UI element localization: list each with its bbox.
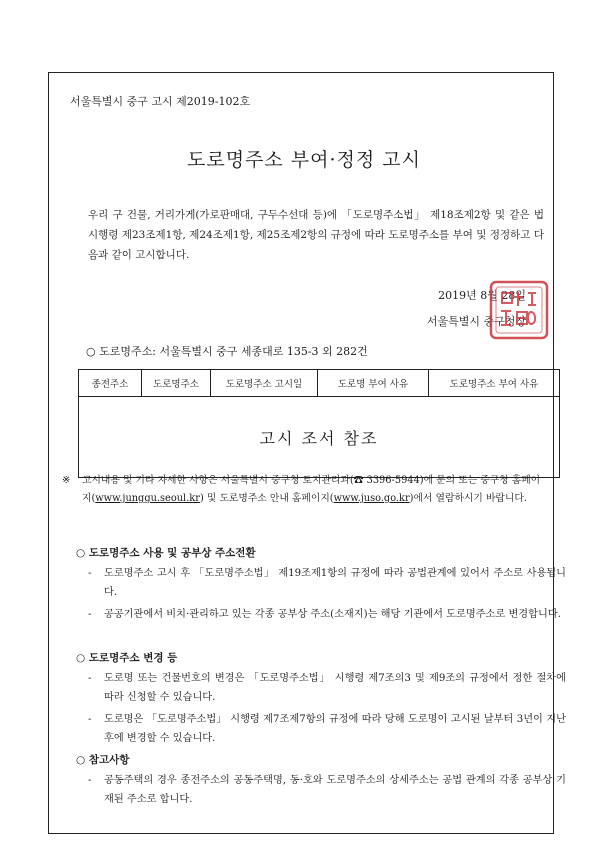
- section-bullet: ○: [76, 547, 86, 559]
- section-bullet: ○: [76, 754, 86, 766]
- list-item: [76, 564, 566, 602]
- list-item-text: 공동주택의 경우 종전주소의 공동주택명, 동·호와 도로명주소의 상세주소는 공법 관계의 각종 공부상 기재된 주소로 합니다.: [104, 775, 566, 805]
- address-text: 도로명주소: 서울특별시 중구 세종대로 135-3 외 282건: [99, 345, 368, 358]
- note-mark: ※: [62, 475, 71, 486]
- dash-mark: -: [88, 609, 92, 620]
- road-address-line: [86, 343, 368, 359]
- list-item-text: 도로명주소 고시 후 「도로명주소법」 제19조제1항의 규정에 따라 공법관계에 있어서 주소로 사용됩니다.: [104, 568, 566, 598]
- intro-paragraph: 우리 구 건물, 거리가게(가로판매대, 구두수선대 등)에 「도로명주소법」 제18조제2항 및 같은 법 시행령 제23조제1항, 제24조제1항, 제25조제2항의 규정에 따라 도로명주소를 부여 및 정정하고 다음과 같이 고시합니다.: [88, 209, 544, 261]
- table-header-cell: 도로명주소 부여 사유: [429, 370, 560, 397]
- table-header-cell: 도로명주소: [142, 370, 211, 397]
- list-item: [76, 669, 566, 707]
- page-title: 도로명주소 부여·정정 고시: [186, 149, 421, 171]
- section-title: 도로명주소 사용 및 공부상 주소전환: [88, 547, 256, 559]
- table-header-cell: 종전주소: [79, 370, 142, 397]
- section-title: 도로명주소 변경 등: [88, 652, 178, 664]
- table-header-row: [79, 370, 560, 397]
- list-item: [76, 710, 566, 748]
- table-body-cell: 고시 조서 참조: [79, 397, 560, 478]
- section-heading: [76, 650, 566, 665]
- notice-table: [78, 369, 560, 478]
- note-text: [82, 472, 548, 508]
- address-bullet: ○: [86, 345, 96, 358]
- dash-mark: -: [88, 775, 92, 786]
- dash-mark: -: [88, 714, 92, 725]
- issuer-name: 서울특별시 중구청장: [426, 315, 526, 328]
- note-text-part: )에서 열람하시기 바랍니다.: [409, 493, 527, 504]
- section-heading: [76, 752, 566, 767]
- section-references: [76, 752, 566, 809]
- juso-homepage-link[interactable]: www.juso.go.kr: [333, 493, 410, 504]
- list-item-text: 도로명은 「도로명주소법」 시행령 제7조제7항의 규정에 따라 당해 도로명이 고시된 날부터 3년이 지난 후에 변경할 수 있습니다.: [104, 714, 566, 744]
- list-item: [76, 605, 566, 624]
- section-address-change: [76, 650, 566, 748]
- table-header-cell: 도로명주소 고시일: [211, 370, 318, 397]
- list-item-text: 도로명 또는 건물번호의 변경은 「도로명주소법」 시행령 제7조의3 및 제9조의 규정에서 정한 절차에 따라 신청할 수 있습니다.: [104, 673, 566, 703]
- list-item: [76, 771, 566, 809]
- table-header-cell: 도로명 부여 사유: [318, 370, 429, 397]
- reference-note: [62, 472, 548, 508]
- dash-mark: -: [88, 673, 92, 684]
- section-bullet: ○: [76, 652, 86, 664]
- list-item-text: 공공기관에서 비치·관리하고 있는 각종 공부상 주소(소재지)는 해당 기관에서 도로명주소로 변경합니다.: [104, 609, 561, 620]
- dash-mark: -: [88, 568, 92, 579]
- notice-date: 2019년 8월 28일: [438, 289, 526, 302]
- note-text-part: 고시내용 및 기타 자세한 사항은 서울특별시 중구청 토지관리과(☎ 3396-5944)에 문의 또는 중구청 홈페이지(: [82, 475, 541, 504]
- table-row: [79, 397, 560, 478]
- section-address-conversion: [76, 545, 566, 624]
- section-heading: [76, 545, 566, 560]
- note-text-part: ) 및 도로명주소 안내 홈페이지(: [199, 493, 334, 504]
- official-seal-icon: [488, 279, 550, 341]
- junggu-homepage-link[interactable]: www.junggu.seoul.kr: [95, 493, 200, 504]
- notice-number: 서울특별시 중구 고시 제2019-102호: [70, 95, 251, 108]
- section-title: 참고사항: [88, 754, 130, 766]
